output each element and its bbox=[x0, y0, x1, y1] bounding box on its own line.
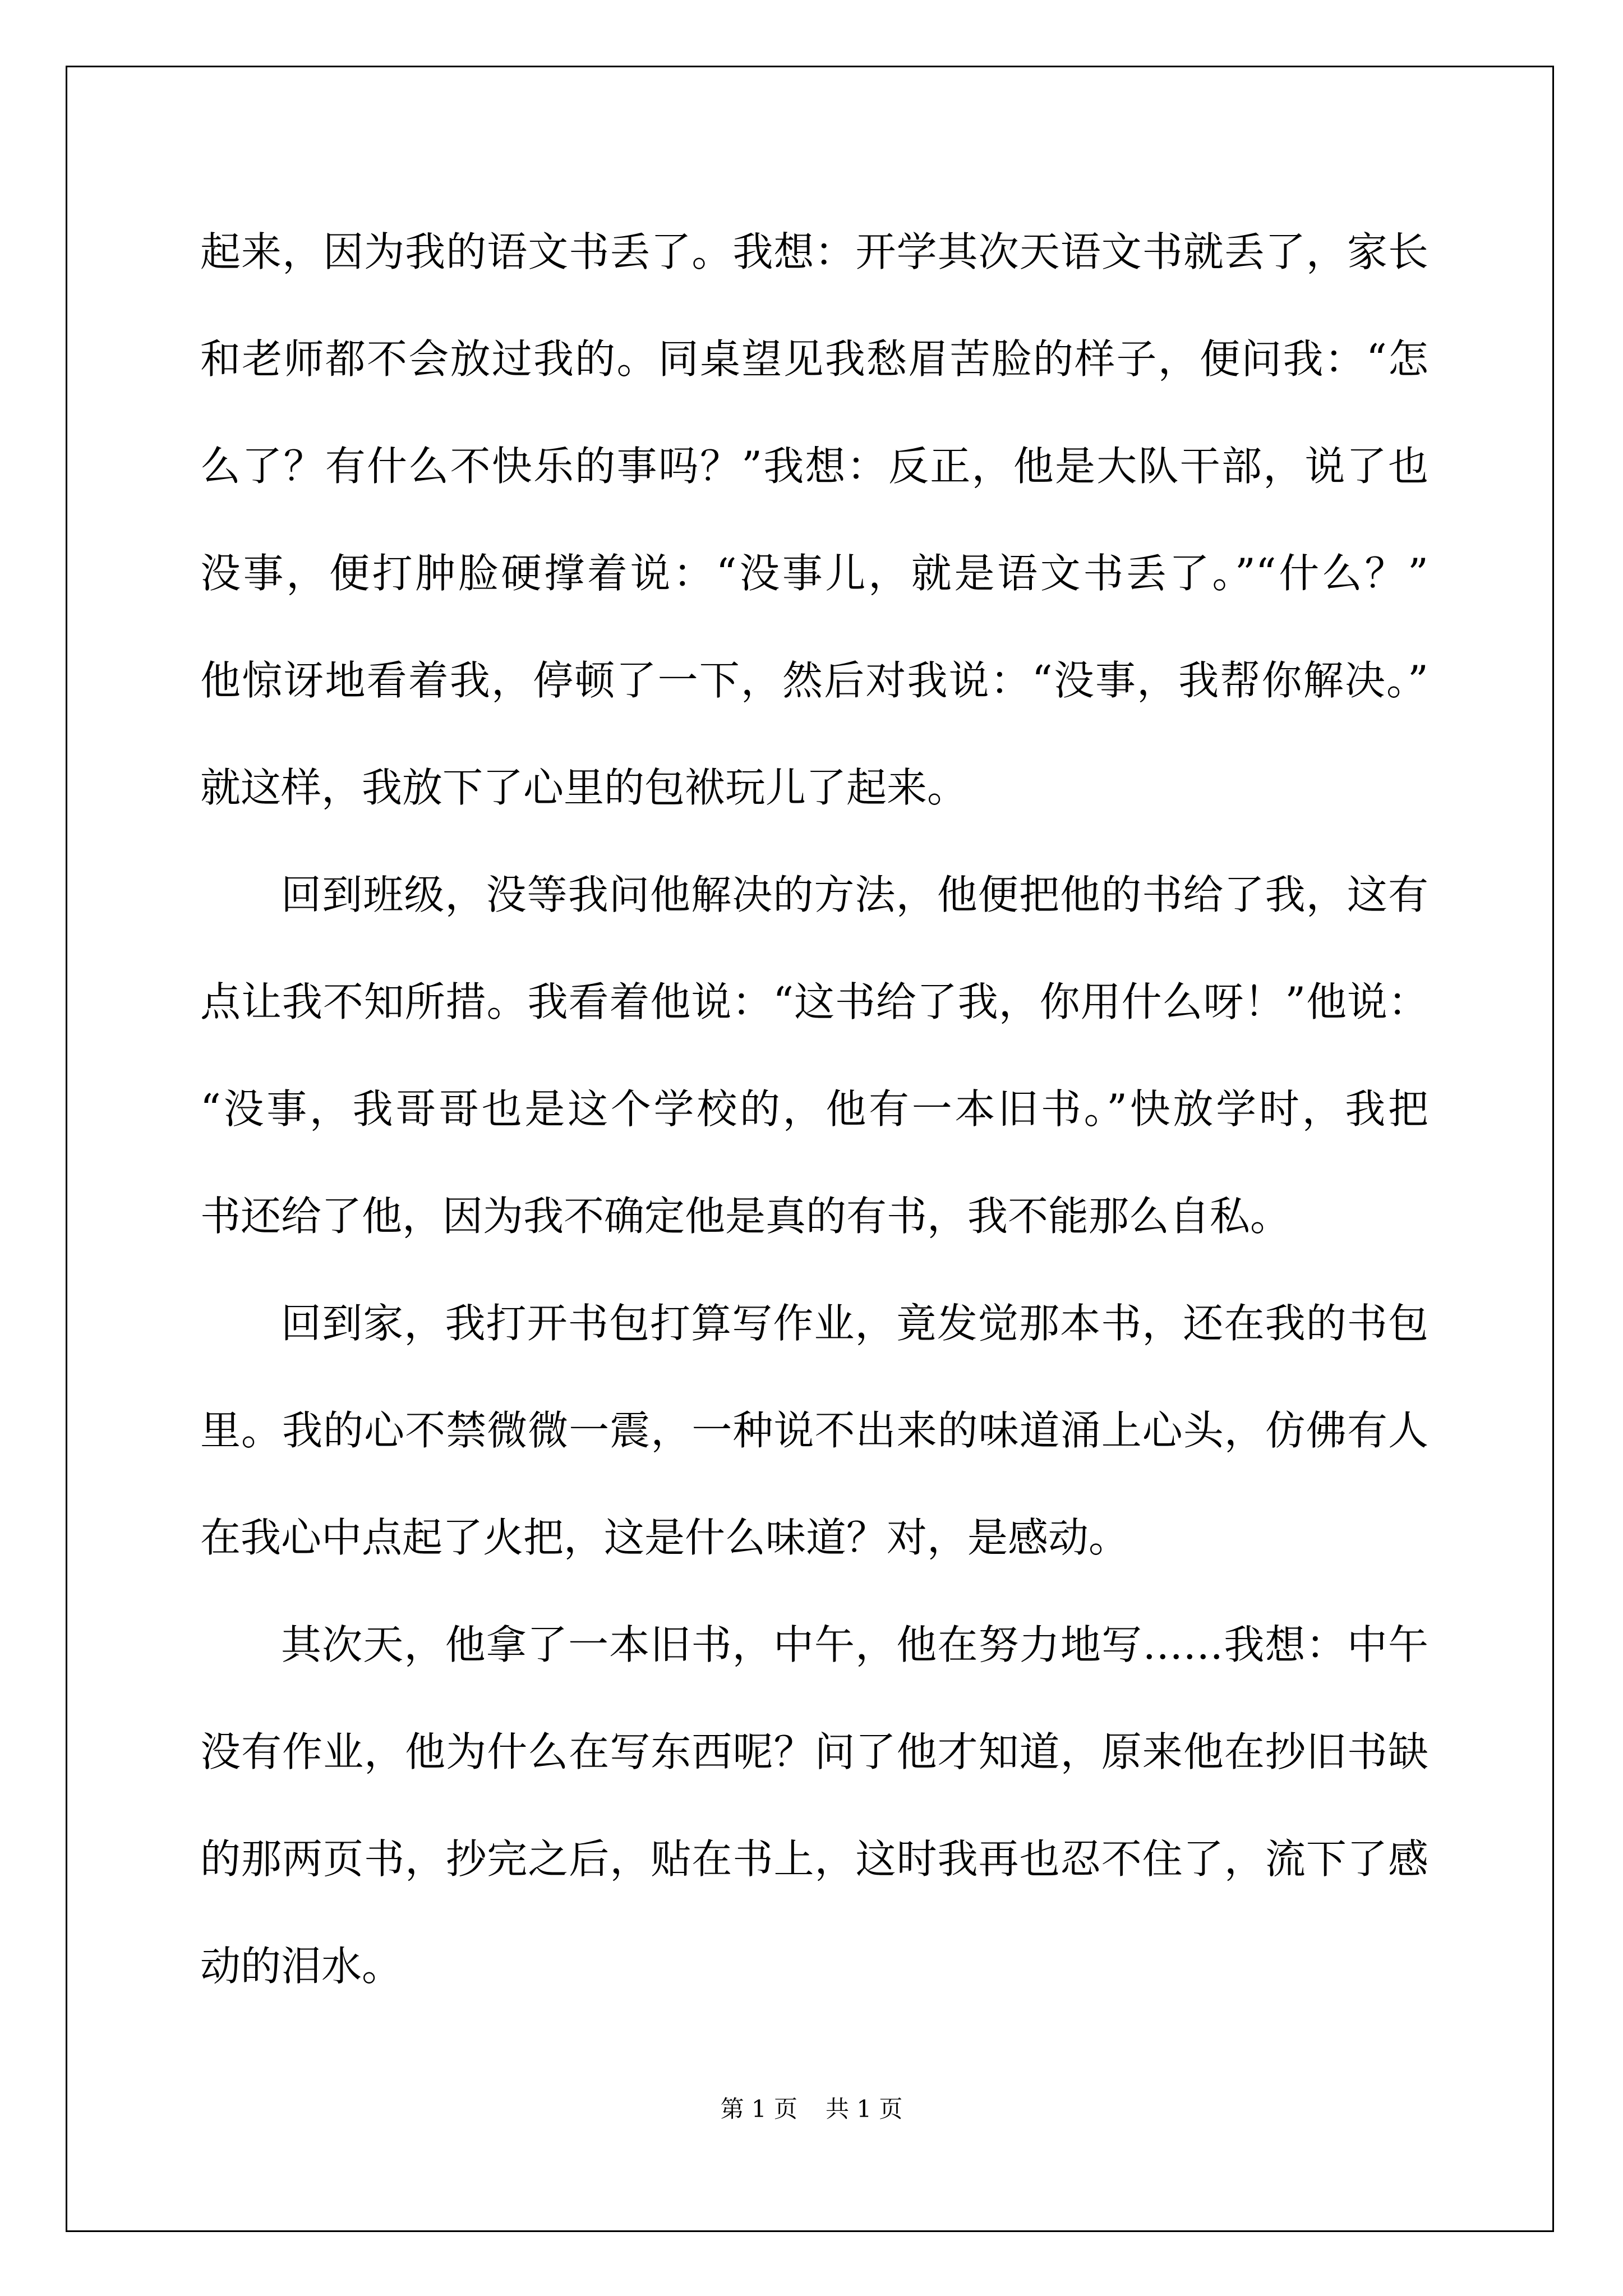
text-line: 里。我的心不禁微微一震，一种说不出来的味道涌上心头，仿佛有人 bbox=[200, 1407, 1428, 1454]
page-number: 第 1 页 bbox=[720, 2095, 797, 2123]
text-line: 回到家，我打开书包打算写作业，竟发觉那本书，还在我的书包 bbox=[281, 1300, 1428, 1347]
text-line: 没有作业，他为什么在写东西呢？问了他才知道，原来他在抄旧书缺 bbox=[200, 1728, 1428, 1775]
text-line: 回到班级，没等我问他解决的方法，他便把他的书给了我，这有 bbox=[281, 871, 1428, 918]
text-line: 动的泪水。 bbox=[200, 1943, 403, 1990]
text-line: 点让我不知所措。我看着他说：“这书给了我，你用什么呀！”他说： bbox=[200, 978, 1428, 1025]
text-line: 没事，便打肿脸硬撑着说：“没事儿，就是语文书丢了。”“什么？” bbox=[200, 550, 1428, 597]
text-line: 么了？有什么不快乐的事吗？”我想：反正，他是大队干部，说了也 bbox=[200, 443, 1428, 490]
document-body bbox=[200, 199, 1428, 2020]
text-line: 就这样，我放下了心里的包袱玩儿了起来。 bbox=[200, 764, 968, 811]
text-line: 在我心中点起了火把，这是什么味道？对，是感动。 bbox=[200, 1514, 1129, 1561]
text-line: “没事，我哥哥也是这个学校的，他有一本旧书。”快放学时，我把 bbox=[200, 1085, 1428, 1133]
text-line: 书还给了他，因为我不确定他是真的有书，我不能那么自私。 bbox=[200, 1193, 1291, 1240]
text-line: 的那两页书，抄完之后，贴在书上，这时我再也忍不住了，流下了感 bbox=[200, 1835, 1428, 1883]
text-line: 起来，因为我的语文书丢了。我想：开学其次天语文书就丢了，家长 bbox=[200, 228, 1428, 275]
text-line: 他惊讶地看着我，停顿了一下，然后对我说：“没事，我帮你解决。” bbox=[200, 657, 1428, 704]
text-line: 其次天，他拿了一本旧书，中午，他在努力地写……我想：中午 bbox=[281, 1621, 1428, 1668]
text-line: 和老师都不会放过我的。同桌望见我愁眉苦脸的样子，便问我：“怎 bbox=[200, 335, 1428, 383]
page-footer bbox=[0, 2091, 1623, 2124]
page-total: 共 1 页 bbox=[826, 2095, 903, 2123]
